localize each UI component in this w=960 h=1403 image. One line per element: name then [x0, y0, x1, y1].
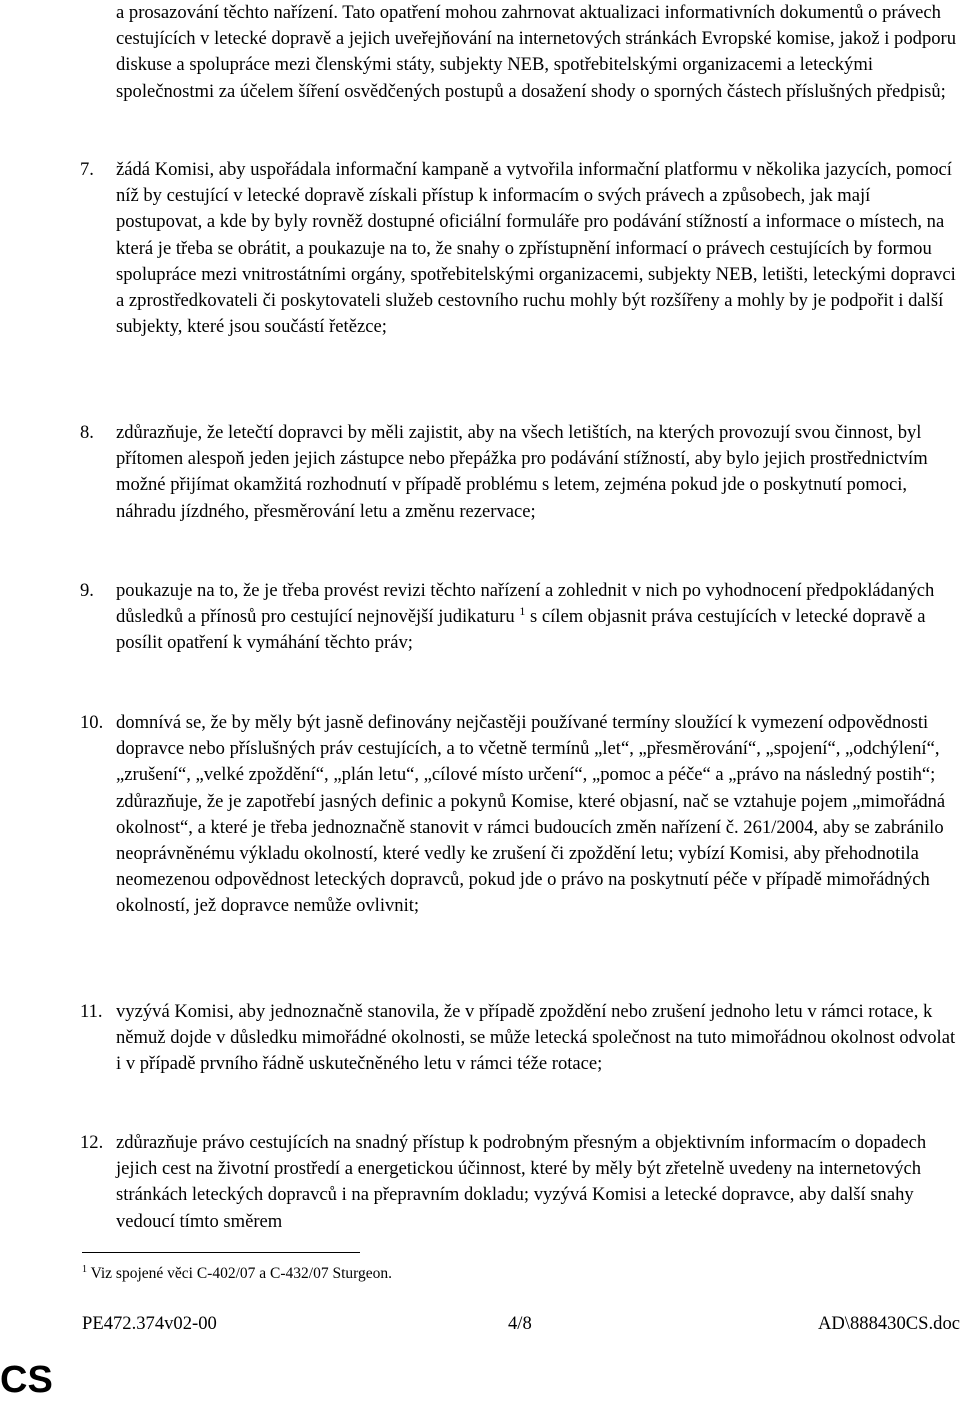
list-item-7: [80, 157, 960, 340]
list-item-12: [80, 1130, 960, 1235]
item-number: 8.: [80, 422, 94, 443]
list-item-8: [80, 420, 960, 525]
item-number: 7.: [80, 159, 94, 180]
item-text-before: poukazuje na to, že je třeba provést revizi těchto nařízení a zohlednit v nich po vyhodnocení předpokládaných důsledků a přínosů pro cestující nejnovější judikaturu: [116, 580, 935, 628]
footnote-divider: [82, 1252, 360, 1253]
footnote-text: Viz spojené věci C‑402/07 a C‑432/07 Sturgeon.: [87, 1265, 393, 1282]
footer-document-reference: PE472.374v02-00: [82, 1313, 217, 1334]
footnote-reference[interactable]: 1: [519, 604, 526, 619]
item-text: žádá Komisi, aby uspořádala informační kampaně a vytvořila informační platformu v několika jazycích, pomocí níž by cestující v letecké dopravě získali přístup k informacím o svých právech a způsobech, jak mají postupovat, a kde by byly rovněž dostupné oficiální formuláře pro podávání stížností a informace o místech, na která je třeba se obrátit, a poukazuje na to, že snahy o zpřístupnění informací o právech cestujících by formou spolupráce mezi vnitrostátními orgány, spotřebitelskými organizacemi, subjekty NEB, letišti, leteckými dopravci a zprostředkovateli či poskytovateli služeb cestovního ruchu mohly být rozšířeny a mohly by je podpořit i další subjekty, které jsou součástí řetězce;: [116, 159, 956, 338]
footnote-marker: 1: [82, 1264, 87, 1275]
item-text: vyzývá Komisi, aby jednoznačně stanovila, že v případě zpoždění nebo zrušení jednoho letu v rámci rotace, k němuž dojde v důsledku mimořádné okolnosti, se může letecká společnost na tuto mimořádnou okolnost odvolat i v případě prvního řádně uskutečněného letu v rámci téže rotace;: [116, 1001, 956, 1075]
item-text: [116, 578, 960, 657]
intro-paragraph: a prosazování těchto nařízení. Tato opatření mohou zahrnovat aktualizaci informativních dokumentů o právech cestujících v letecké dopravě a jejich uveřejňování na internetových stránkách Evropské komise, jakož i podporu diskuse a spolupráce mezi členskými státy, subjekty NEB, spotřebitelskými organizacemi a leteckými společnostmi za účelem šíření osvědčených postupů a dosažení shody o sporných částech příslušných předpisů;: [116, 2, 957, 102]
list-item-9: [80, 578, 960, 657]
language-code: CS: [0, 1359, 53, 1401]
item-number: 11.: [80, 1001, 103, 1022]
item-text: zdůrazňuje právo cestujících na snadný přístup k podrobným přesným a objektivním informacím o dopadech jejich cest na životní prostředí a energetickou účinnost, které by měly být zřetelně uvedeny na internetových stránkách leteckých dopravců i na přepravním dokladu; vyzývá Komisi a letecké dopravce, aby další snahy vedoucí tímto směrem: [116, 1132, 927, 1232]
item-text-after: s cílem objasnit práva cestujících v letecké dopravě a posílit opatření k vymáhání těchto práv;: [116, 606, 926, 654]
footer-file-name: AD\888430CS.doc: [817, 1313, 960, 1334]
list-item-11: [80, 999, 960, 1078]
item-text: domnívá se, že by měly být jasně definovány nejčastěji používané termíny sloužící k vymezení odpovědnosti dopravce nebo příslušných práv cestujících, a to včetně termínů „let“, „přesměrování“, „spojení“, „odchýlení“, „zrušení“, „velké zpoždění“, „plán letu“, „cílové místo určení“, „pomoc a péče“ a „právo na následný postih“; zdůrazňuje, že je zapotřebí jasných definic a pokynů Komise, které objasní, nač se vztahuje pojem „mimořádná okolnost“, a které je třeba jednoznačně stanovit v rámci budoucích změn nařízení č. 261/2004, aby se zabránilo neoprávněnému výkladu okolností, které vedly ke zrušení či zpoždění letu; vybízí Komisi, aby přehodnotila neomezenou odpovědnost leteckých dopravců, pokud jde o právo na poskytnutí péče v případě mimořádných okolností, jež dopravce nemůže ovlivnit;: [116, 712, 946, 917]
item-number: 12.: [80, 1132, 104, 1153]
item-number: 9.: [80, 580, 94, 601]
list-item-10: [80, 710, 960, 920]
item-text: zdůrazňuje, že letečtí dopravci by měli zajistit, aby na všech letištích, na kterých provozují svou činnost, byl přítomen alespoň jeden jejich zástupce nebo přepážka pro podávání stížností, aby bylo jejich prostřednictvím možné přijímat okamžitá rozhodnutí v případě problému s letem, zejména pokud jde o poskytnutí pomoci, náhradu jízdného, přesměrování letu a změnu rezervace;: [116, 422, 928, 522]
item-number: 10.: [80, 712, 104, 733]
footnote: [82, 1264, 392, 1284]
footer-page-number: 4/8: [508, 1313, 532, 1334]
